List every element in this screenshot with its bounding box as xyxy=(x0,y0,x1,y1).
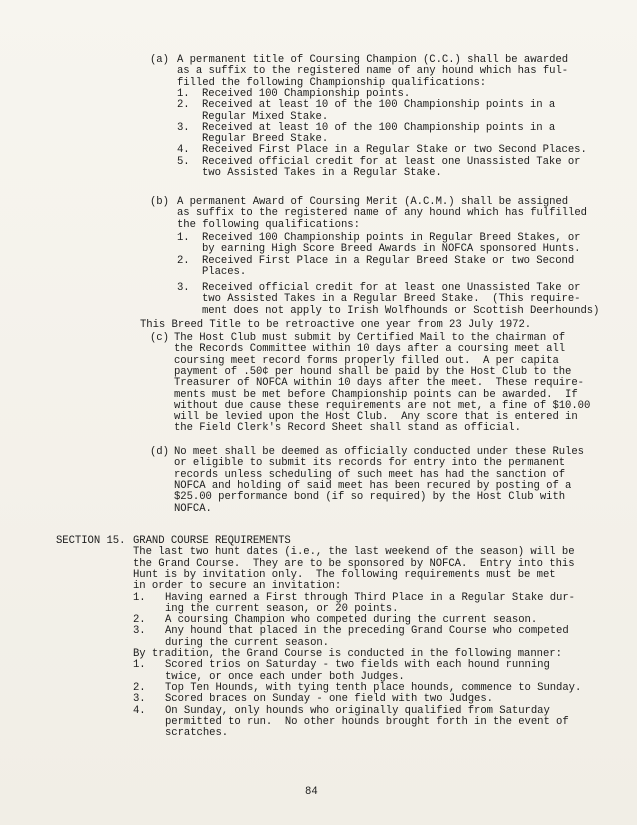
list-item-line: twice, or once each under both Judges. xyxy=(165,670,405,683)
subsection-marker: (a) xyxy=(150,54,169,66)
subsection-text-line: The Host Club must submit by Certified Mail to the chairman of xyxy=(174,332,566,344)
list-item-line: scratches. xyxy=(165,727,229,740)
section-text-line: Hunt is by invitation only. The following requirements must be met xyxy=(133,568,556,581)
subsection-text-line: as a suffix to the registered name of any hound which has ful- xyxy=(177,65,569,78)
section-text-line: in order to secure an invitation: xyxy=(133,580,342,593)
list-item-line: Received 100 Championship points. xyxy=(202,87,411,100)
list-item-line: A coursing Champion who competed during the current season. xyxy=(165,614,538,627)
list-item-line: Regular Mixed Stake. xyxy=(202,110,329,123)
list-item-line: Received 100 Championship points in Regular Breed Stakes, or xyxy=(202,232,581,244)
subsection-marker: (b) xyxy=(150,196,169,208)
list-item-line: Received at least 10 of the 100 Championship points in a xyxy=(202,121,556,134)
list-number: 3. xyxy=(133,625,146,638)
section-label: SECTION 15. xyxy=(56,535,126,547)
subsection-marker: (d) xyxy=(150,446,169,458)
page-number: 84 xyxy=(305,786,318,798)
subsection-text-line: will be levied upon the Host Club. Any score that is entered in xyxy=(174,411,578,424)
section-text-line: the Grand Course. They are to be sponsored by NOFCA. Entry into this xyxy=(133,557,575,570)
list-number: 1. xyxy=(177,232,190,244)
subsection-text-line: Treasurer of NOFCA within 10 days after the meet. These require- xyxy=(174,377,584,390)
list-item-line: Regular Breed Stake. xyxy=(202,133,329,146)
list-number: 1. xyxy=(133,659,146,672)
list-number: 5. xyxy=(177,155,190,168)
list-item-line: Scored trios on Saturday - two fields with each hound running xyxy=(165,659,550,672)
subsection-text-line: $25.00 performance bond (if so required) by the Host Club with xyxy=(174,491,566,504)
section-heading: GRAND COURSE REQUIREMENTS xyxy=(133,535,291,547)
subsection-text-line: No meet shall be deemed as officially conducted under these Rules xyxy=(174,446,584,458)
retroactive-note: This Breed Title to be retroactive one year from 23 July 1972. xyxy=(140,319,532,331)
list-number: 2. xyxy=(133,681,146,694)
list-item-line: during the current season. xyxy=(165,636,329,649)
subsection-text-line: records unless scheduling of such meet has had the sanction of xyxy=(174,468,566,481)
subsection-text-line: the following qualifications: xyxy=(177,218,360,231)
subsection-text-line: the Field Clerk's Record Sheet shall stand as official. xyxy=(174,422,521,435)
list-number: 2. xyxy=(177,255,190,267)
subsection-text-line: NOFCA and holding of said meet has been recured by posting of a xyxy=(174,479,572,492)
subsection-text-line: without due cause these requirements are not met, a fine of $10.00 xyxy=(174,399,591,412)
list-item-line: ment does not apply to Irish Wolfhounds or Scottish Deerhounds) xyxy=(202,304,600,317)
list-number: 3. xyxy=(177,121,190,134)
list-item-line: Places. xyxy=(202,266,247,279)
subsection-text-line: or eligible to submit its records for entry into the permanent xyxy=(174,457,566,470)
list-number: 4. xyxy=(177,144,190,157)
list-item-line: two Assisted Takes in a Regular Breed Stake. (This require- xyxy=(202,293,581,306)
subsection-text-line: ments must be met before Championship points can be awarded. If xyxy=(174,388,578,401)
list-item-line: by earning High Score Breed Awards in NOFCA sponsored Hunts. xyxy=(202,243,581,256)
list-number: 3. xyxy=(177,282,190,294)
list-number: 2. xyxy=(133,614,146,627)
list-item-line: two Assisted Takes in a Regular Stake. xyxy=(202,167,442,179)
subsection-text-line: as suffix to the registered name of any hound which has fulfilled xyxy=(177,207,587,220)
list-item-line: Having earned a First through Third Place in a Regular Stake dur- xyxy=(165,591,575,604)
list-item-line: Any hound that placed in the preceding Grand Course who competed xyxy=(165,625,569,638)
subsection-text-line: A permanent title of Coursing Champion (C.C.) shall be awarded xyxy=(177,54,569,66)
list-item-line: Received First Place in a Regular Stake or two Second Places. xyxy=(202,144,587,157)
subsection-text-line: the Records Committee within 10 days after a coursing meet all xyxy=(174,343,566,356)
list-number: 1. xyxy=(133,591,146,604)
list-item-line: permitted to run. No other hounds brought forth in the event of xyxy=(165,715,569,728)
list-item-line: Top Ten Hounds, with tying tenth place hounds, commence to Sunday. xyxy=(165,681,582,694)
subsection-marker: (c) xyxy=(150,332,169,344)
list-number: 2. xyxy=(177,99,190,112)
list-number: 4. xyxy=(133,704,146,717)
subsection-text-line: A permanent Award of Coursing Merit (A.C.M.) shall be assigned xyxy=(177,196,569,208)
list-item-line: Received at least 10 of the 100 Championship points in a xyxy=(202,99,556,112)
subsection-text-line: filled the following Championship qualifications: xyxy=(177,76,487,89)
section-text-line: By tradition, the Grand Course is conducted in the following manner: xyxy=(133,648,562,660)
list-number: 3. xyxy=(133,693,146,706)
list-item-line: Received First Place in a Regular Breed Stake or two Second xyxy=(202,255,575,267)
subsection-text-line: payment of .50¢ per hound shall be paid by the Host Club to the xyxy=(174,365,572,378)
list-item-line: ing the current season, or 20 points. xyxy=(165,602,399,615)
subsection-text-line: coursing meet record forms properly filled out. A per capita xyxy=(174,354,559,367)
list-item-line: Received official credit for at least one Unassisted Take or xyxy=(202,282,581,294)
list-item-line: On Sunday, only hounds who originally qualified from Saturday xyxy=(165,704,550,717)
list-item-line: Scored braces on Sunday - one field with two Judges. xyxy=(165,693,493,706)
subsection-text-line: NOFCA. xyxy=(174,502,212,515)
section-text-line: The last two hunt dates (i.e., the last weekend of the season) will be xyxy=(133,546,575,559)
list-number: 1. xyxy=(177,87,190,100)
list-item-line: Received official credit for at least one Unassisted Take or xyxy=(202,155,581,168)
